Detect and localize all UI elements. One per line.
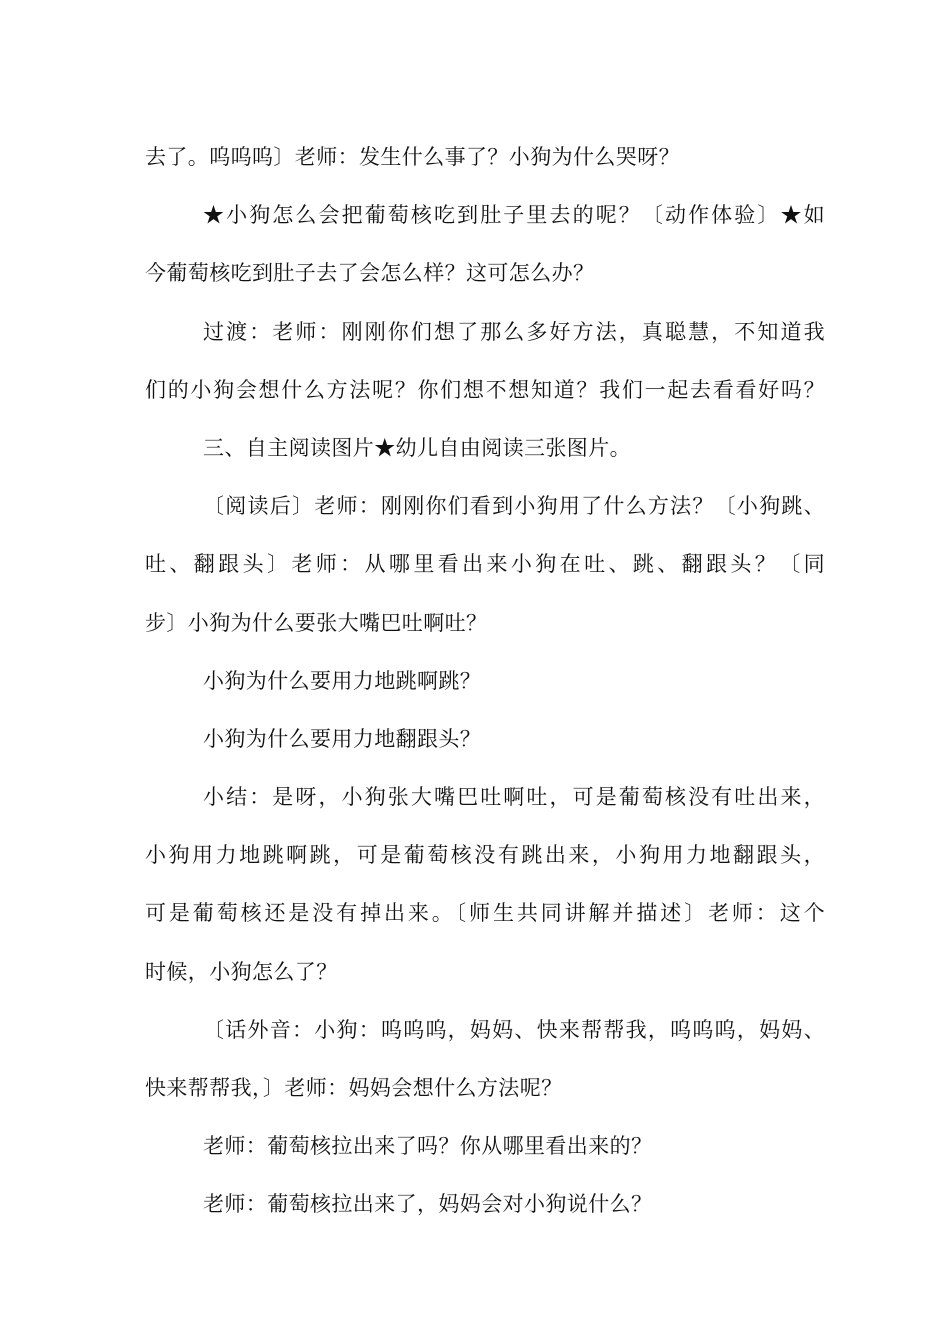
- text-line: 小狗为什么要用力地翻跟头？: [203, 726, 482, 751]
- text-line: 老师：葡萄核拉出来了，妈妈会对小狗说什么？: [203, 1192, 653, 1217]
- text-line: 过渡：老师：刚刚你们想了那么多好方法，真聪慧，不知道我: [203, 319, 825, 344]
- text-line: 们的小狗会想什么方法呢？你们想不想知道？我们一起去看看好吗？: [145, 377, 825, 402]
- text-line: 快来帮帮我，〕老师：妈妈会想什么方法呢？: [145, 1076, 563, 1100]
- text-line: 吐、翻跟头〕老师：从哪里看出来小狗在吐、跳、翻跟头？〔同: [145, 552, 825, 577]
- text-line: 小狗用力地跳啊跳，可是葡萄核没有跳出来，小狗用力地翻跟头，: [145, 843, 825, 868]
- text-line: 去了。呜呜呜〕老师：发生什么事了？小狗为什么哭呀？: [145, 145, 680, 169]
- text-line: 小狗为什么要用力地跳啊跳？: [203, 668, 482, 693]
- text-line: 老师：葡萄核拉出来了吗？你从哪里看出来的？: [203, 1134, 653, 1159]
- body-text: [145, 128, 825, 1234]
- text-line: 今葡萄核吃到肚子去了会怎么样？这可怎么办？: [145, 261, 595, 286]
- section-heading-line: 三、自主阅读图片★幼儿自由阅读三张图片。: [203, 435, 631, 460]
- text-line: 〔话外音：小狗：呜呜呜，妈妈、快来帮帮我，呜呜呜，妈妈、: [203, 1017, 825, 1042]
- text-line: 〔阅读后〕老师：刚刚你们看到小狗用了什么方法？〔小狗跳、: [203, 494, 825, 519]
- text-line: 小结：是呀，小狗张大嘴巴吐啊吐，可是葡萄核没有吐出来，: [203, 785, 825, 810]
- text-line: ★小狗怎么会把葡萄核吃到肚子里去的呢？〔动作体验〕★如: [203, 203, 825, 228]
- text-line: 步〕小狗为什么要张大嘴巴吐啊吐？: [145, 610, 488, 635]
- text-line: 可是葡萄核还是没有掉出来。〔师生共同讲解并描述〕老师：这个: [145, 901, 825, 926]
- text-line: 时候，小狗怎么了？: [145, 959, 338, 984]
